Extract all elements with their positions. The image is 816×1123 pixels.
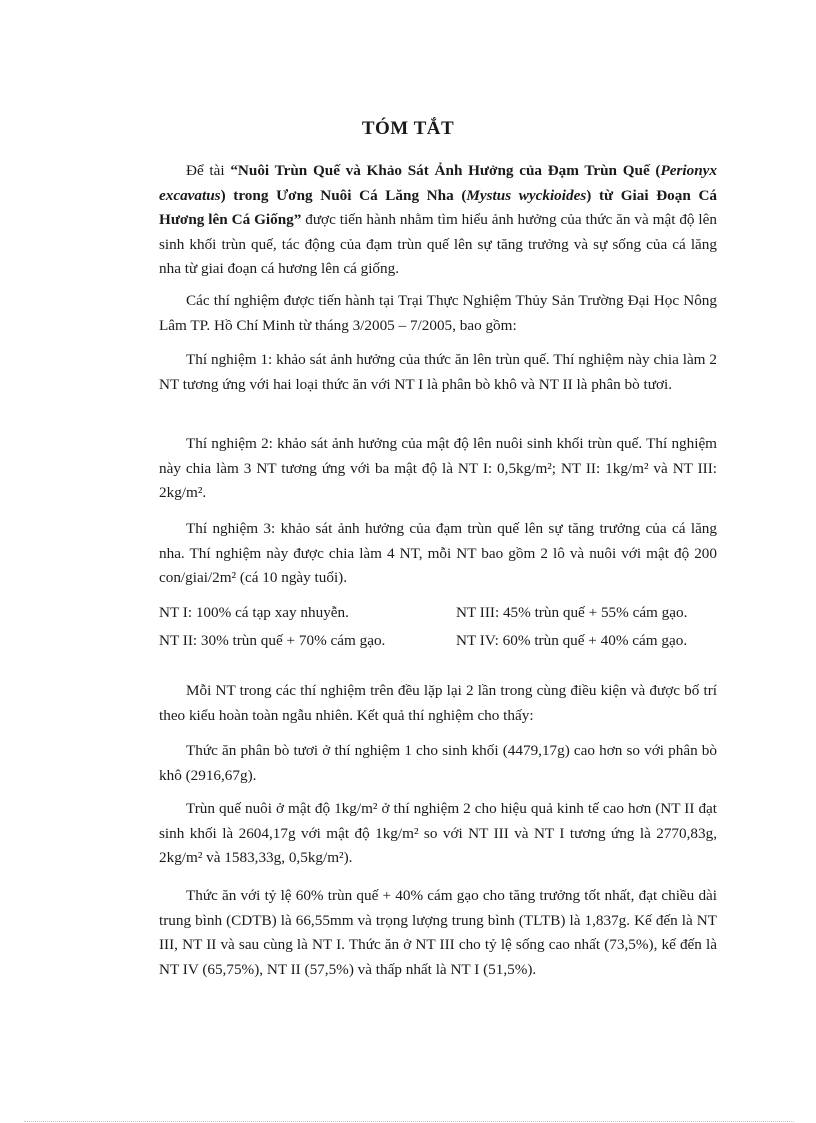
result-3-paragraph: Thức ăn với tỷ lệ 60% trùn quế + 40% cám gạo cho tăng trưởng tốt nhất, đạt chiều dài trung bình (CDTB) là 66,55mm và trọng lượng trung bình (TLTB) là 1,837g. Kế đến là NT III, NT II và sau cùng là NT I. Thức ăn ở NT III cho tỷ lệ sống cao nhất (73,5%), kế đến là NT IV (65,75%), NT II (57,5%) và thấp nhất là NT I (51,5%). xyxy=(159,887,717,978)
treatment-nt4: NT IV: 60% trùn quế + 40% cám gạo. xyxy=(456,632,688,649)
thesis-title-part3: ) từ Giai Đoạn Cá Hương lên Cá Giống” xyxy=(159,186,718,228)
location-paragraph: Các thí nghiệm được tiến hành tại Trại Thực Nghiệm Thủy Sản Trường Đại Học Nông Lâm TP. Hồ Chí Minh từ tháng 3/2005 – 7/2005, bao gồm: xyxy=(159,292,717,334)
result-2-paragraph: Trùn quế nuôi ở mật độ 1kg/m² ở thí nghiệm 2 cho hiệu quả kinh tế cao hơn (NT II đạt sinh khối là 2604,17g với mật độ 1kg/m² so với NT III và NT I tương ứng là 2770,83g, 2kg/m² và 1583,33g, 0,5kg/m²). xyxy=(159,800,717,866)
species-mystus: Mystus wyckioides xyxy=(466,186,587,204)
experiment-3-paragraph: Thí nghiệm 3: khảo sát ảnh hưởng của đạm trùn quế lên sự tăng trưởng của cá lăng nha. Thí nghiệm này được chia làm 4 NT, mỗi NT bao gồm 2 lô và nuôi với mật độ 200 con/giai/2m² (cá 10 ngày tuổi). xyxy=(159,520,717,586)
thesis-title-part1: “Nuôi Trùn Quế và Khảo Sát Ảnh Hưởng của Đạm Trùn Quế ( xyxy=(230,162,661,179)
intro-paragraph xyxy=(159,159,717,282)
thesis-title-part2: ) trong Ương Nuôi Cá Lăng Nha ( xyxy=(220,186,467,204)
page-title: TÓM TẮT xyxy=(361,118,455,139)
species-perionyx: Perionyx excavatus xyxy=(159,162,717,204)
treatment-nt3: NT III: 45% trùn quế + 55% cám gạo. xyxy=(456,604,688,621)
experiment-2-paragraph: Thí nghiệm 2: khảo sát ảnh hưởng của mật độ lên nuôi sinh khối trùn quế. Thí nghiệm này chia làm 3 NT tương ứng với ba mật độ là NT I: 0,5kg/m²; NT II: 1kg/m² và NT III: 2kg/m². xyxy=(159,435,717,501)
treatment-nt1: NT I: 100% cá tạp xay nhuyễn. xyxy=(159,604,349,621)
intro-lead: Để tài xyxy=(186,162,231,179)
design-paragraph: Mỗi NT trong các thí nghiệm trên đều lặp lại 2 lần trong cùng điều kiện và được bố trí theo kiểu hoàn toàn ngẫu nhiên. Kết quả thí nghiệm cho thấy: xyxy=(159,682,717,724)
result-1-paragraph: Thức ăn phân bò tươi ở thí nghiệm 1 cho sinh khối (4479,17g) cao hơn so với phân bò khô (2916,67g). xyxy=(159,742,717,784)
intro-purpose: được tiến hành nhằm tìm hiểu ảnh hưởng của thức ăn và mật độ lên sinh khối trùn quế, tác động của đạm trùn quế lên sự tăng trưởng và sự sống của cá lăng nha từ giai đoạn cá hương lên cá giống. xyxy=(159,211,717,277)
treatment-nt2: NT II: 30% trùn quế + 70% cám gạo. xyxy=(159,632,386,649)
page-bottom-divider xyxy=(24,1121,794,1122)
experiment-1-paragraph: Thí nghiệm 1: khảo sát ảnh hưởng của thức ăn lên trùn quế. Thí nghiệm này chia làm 2 NT tương ứng với hai loại thức ăn với NT I là phân bò khô và NT II là phân bò tươi. xyxy=(159,351,717,393)
